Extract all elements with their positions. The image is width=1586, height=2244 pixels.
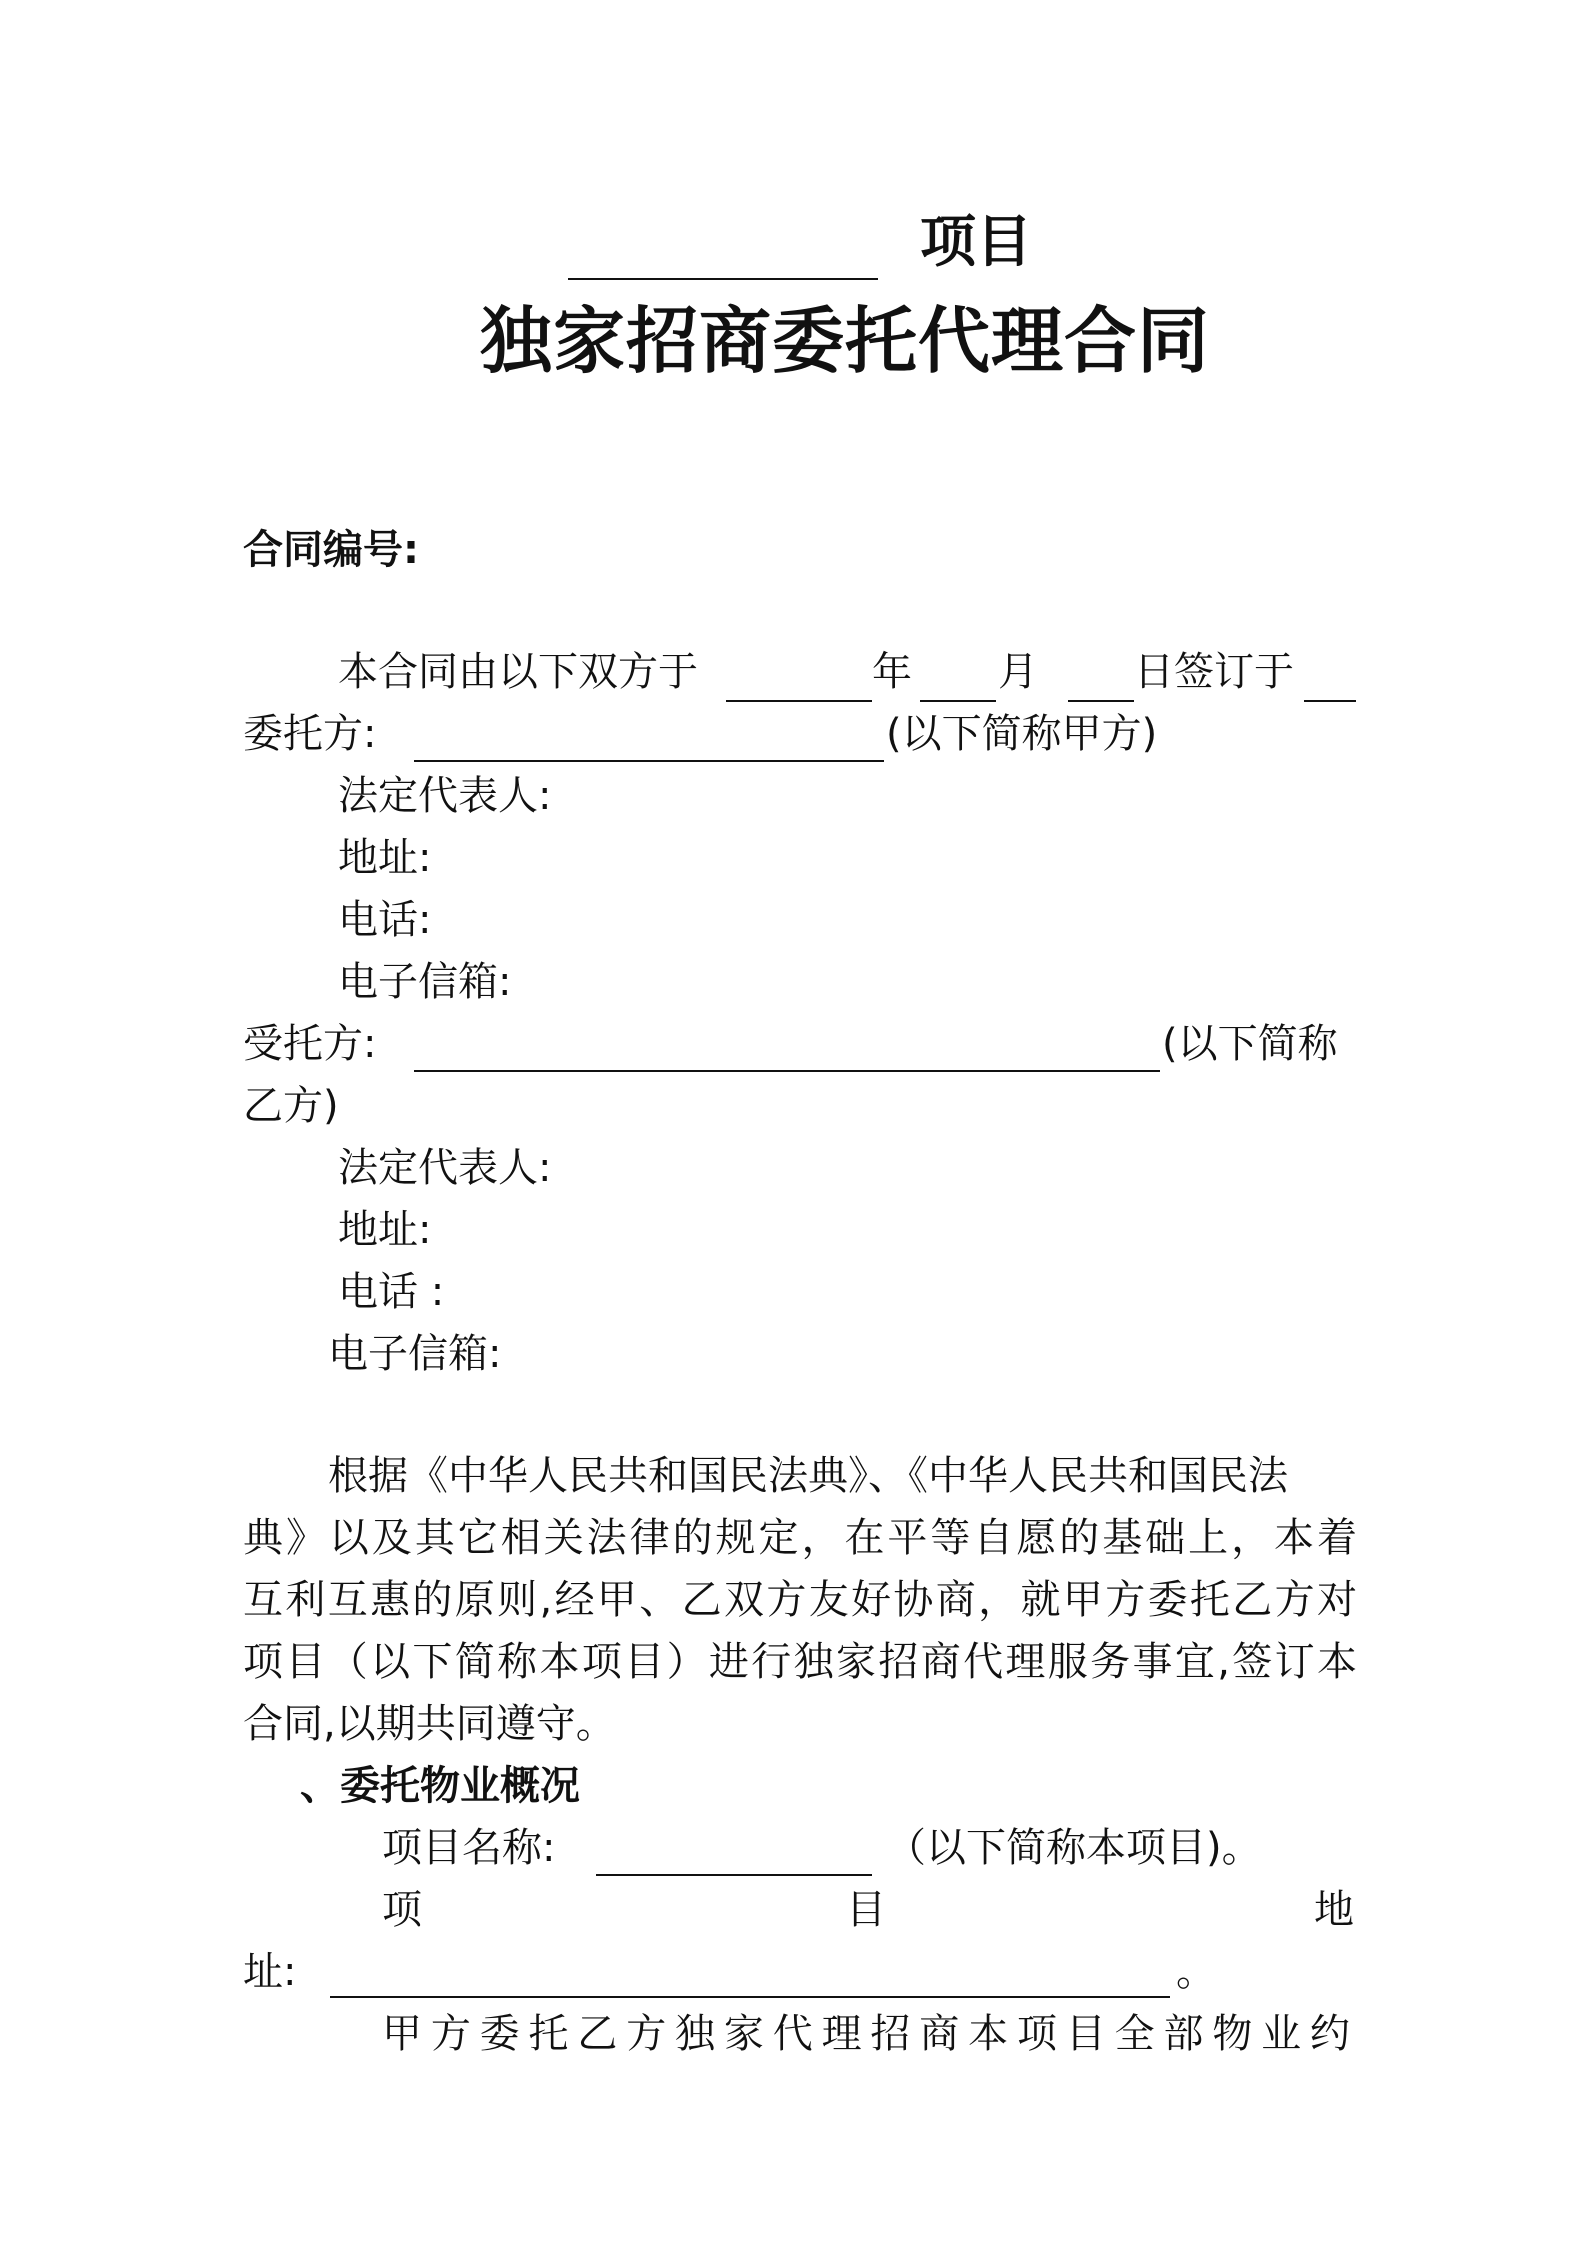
party-a-suffix: (以下简称甲方) [886, 711, 1158, 757]
scope-line: 甲方委托乙方独家代理招商本项目全部物业约 [382, 2011, 1357, 2057]
signing-year-blank[interactable] [726, 700, 872, 702]
signing-place-blank[interactable] [1304, 700, 1356, 702]
intro-line-3: 互利互惠的原则,经甲、乙双方友好协商，就甲方委托乙方对 [243, 1577, 1357, 1623]
party-b-phone: 电话 : [338, 1269, 445, 1315]
contract-number-label: 合同编号: [243, 527, 419, 573]
party-b-email: 电子信箱: [328, 1331, 502, 1377]
party-b-address: 地址: [338, 1207, 432, 1253]
party-b-suffix-cont: 乙方) [243, 1083, 339, 1129]
address-spread-2: 目 [846, 1887, 886, 1933]
project-address-blank[interactable] [330, 1996, 1170, 1998]
project-name-blank[interactable] [568, 278, 878, 280]
project-suffix: 项目 [920, 210, 1032, 275]
party-a-email: 电子信箱: [338, 959, 512, 1005]
party-a-legal-rep: 法定代表人: [338, 773, 552, 819]
intro-line-4: 项目（以下简称本项目）进行独家招商代理服务事宜,签订本 [243, 1639, 1357, 1685]
party-b-name-blank[interactable] [414, 1070, 1160, 1072]
intro-line-1: 根据《中华人民共和国民法典》、《中华人民共和国民法 [328, 1453, 1288, 1499]
signing-month: 月 [998, 649, 1038, 695]
signing-day-blank[interactable] [1068, 700, 1134, 702]
intro-line-5: 合同,以期共同遵守。 [243, 1701, 616, 1747]
signing-day: 日签订于 [1134, 649, 1294, 695]
signing-prefix: 本合同由以下双方于 [338, 649, 698, 695]
project-name-suffix: （以下简称本项目)。 [886, 1825, 1262, 1871]
address-end: 。 [1176, 1949, 1216, 1995]
party-a-address: 地址: [338, 835, 432, 881]
party-a-phone: 电话: [338, 897, 432, 943]
signing-month-blank[interactable] [920, 700, 996, 702]
party-b-label: 受托方: [243, 1021, 377, 1067]
party-a-name-blank[interactable] [414, 760, 884, 762]
project-name-label: 项目名称: [382, 1825, 556, 1871]
section-1-heading: 、委托物业概况 [300, 1763, 580, 1809]
party-b-suffix: (以下简称 [1162, 1021, 1338, 1067]
party-a-label: 委托方: [243, 711, 377, 757]
address-spread-3: 地 [1314, 1887, 1354, 1933]
address-label: 址: [243, 1949, 297, 1995]
address-spread-1: 项 [382, 1887, 422, 1933]
document-title: 独家招商委托代理合同 [480, 299, 1211, 383]
signing-year: 年 [872, 649, 912, 695]
intro-line-2: 典》以及其它相关法律的规定，在平等自愿的基础上，本着 [243, 1515, 1357, 1561]
party-b-legal-rep: 法定代表人: [338, 1145, 552, 1191]
project-name-field-blank[interactable] [596, 1874, 872, 1876]
